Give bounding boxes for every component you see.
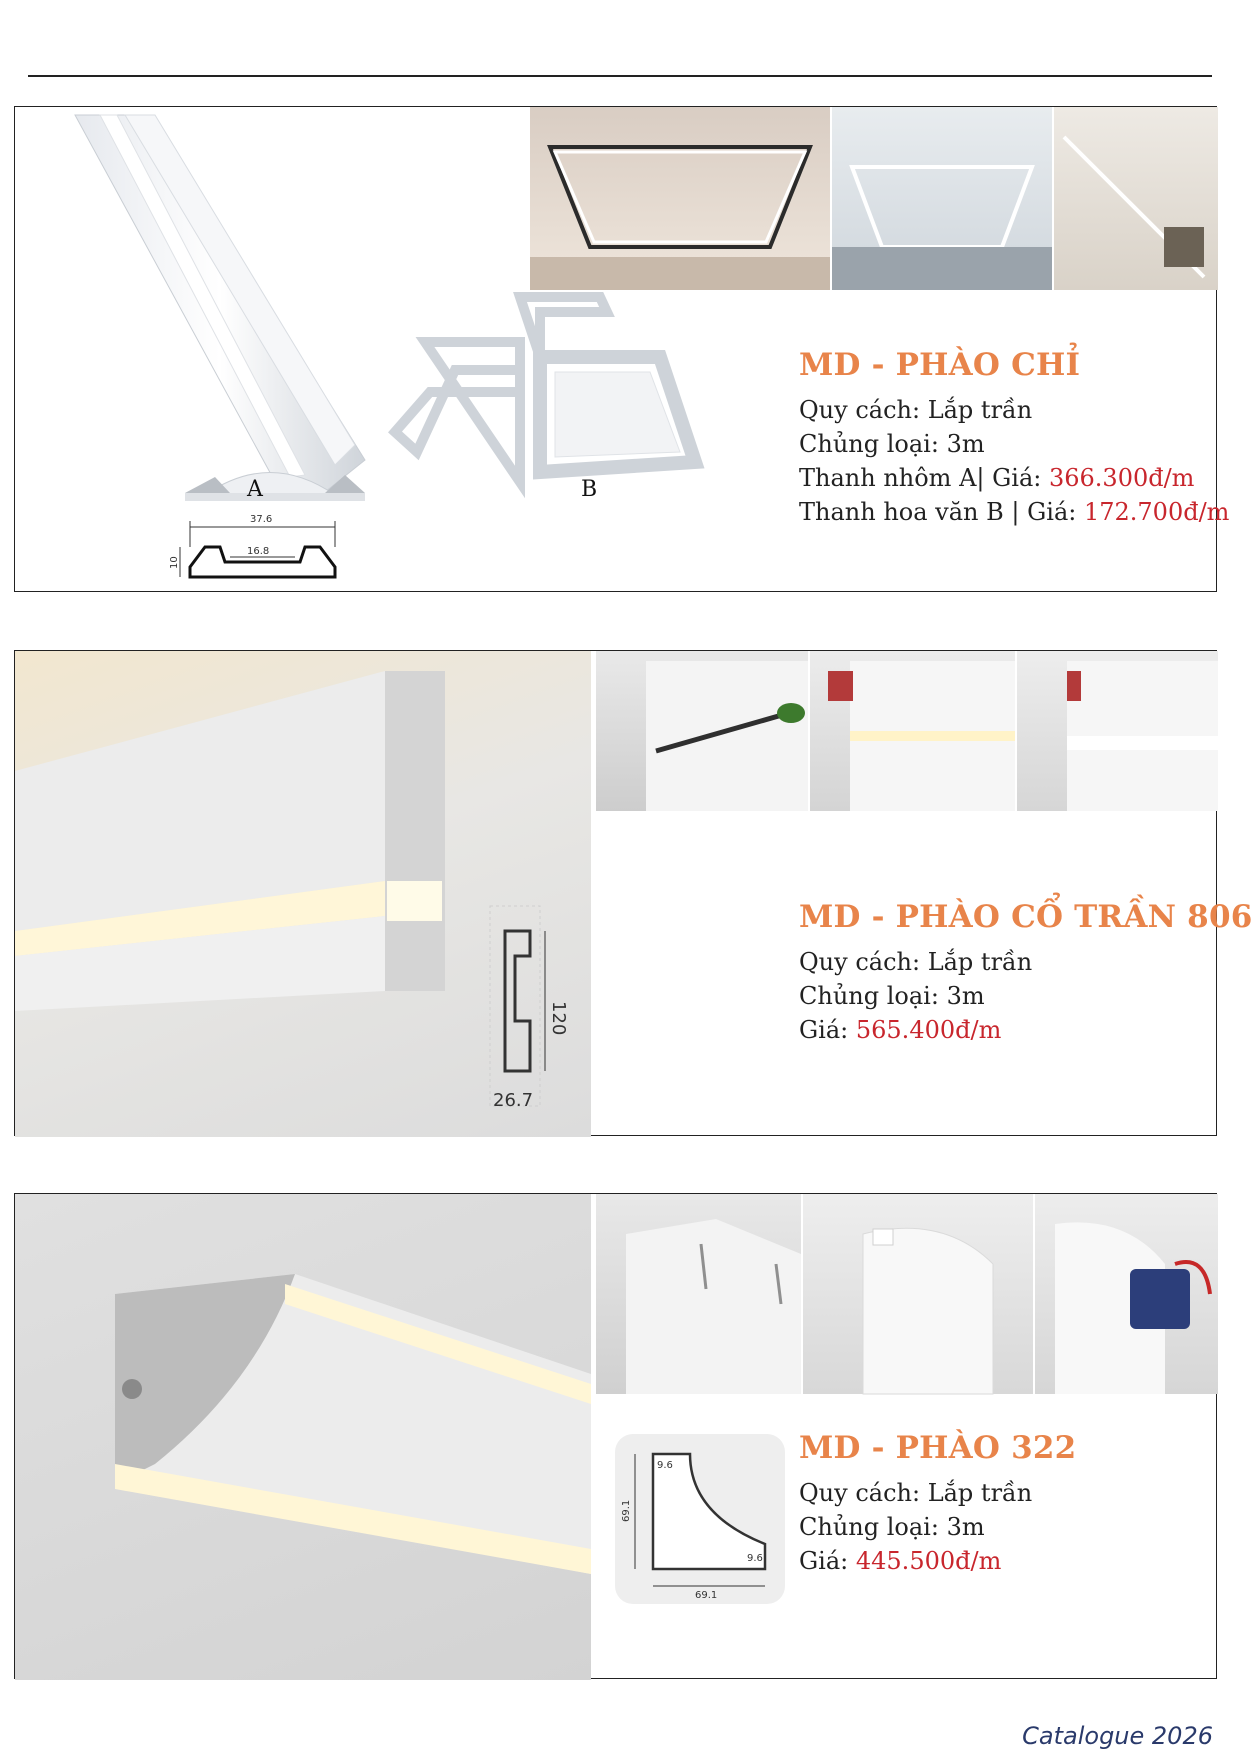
install-photo-2 [803, 1194, 1033, 1394]
spec-line: Quy cách: Lắp trần [799, 1479, 1033, 1507]
ceiling-photo-3 [1054, 107, 1218, 290]
label-a: A [247, 477, 263, 502]
dim-height-text: 10 [169, 556, 180, 569]
phao-322-main-photo [15, 1194, 591, 1680]
type-line: Chủng loại: 3m [799, 430, 985, 458]
profile-a-dimension-drawing [169, 507, 375, 587]
pattern-b-image [395, 292, 695, 487]
install-photo-3 [1017, 651, 1218, 811]
product-section-phao-chi [14, 106, 1230, 592]
product-section-phao-co-tran-806 [14, 650, 1253, 1136]
product-info-phao-322 [799, 1430, 1076, 1578]
product-info-phao-806 [799, 899, 1253, 1047]
product-title: MD - PHÀO CHỈ [799, 347, 1081, 383]
install-photo-1 [596, 651, 808, 811]
label-b: B [581, 477, 598, 502]
product-info-phao-chi [799, 347, 1229, 529]
dim-bottom-text: 69.1 [695, 1590, 718, 1601]
profile-a-image [55, 115, 375, 515]
spec-line: Quy cách: Lắp trần [799, 948, 1033, 976]
dim-width-text: 37.6 [250, 514, 273, 525]
product-section-phao-322 [14, 1193, 1217, 1679]
type-line: Chủng loại: 3m [799, 982, 985, 1010]
dim-side-text: 69.1 [621, 1499, 632, 1522]
dim-height-text: 120 [548, 1001, 569, 1036]
product-title: MD - PHÀO 322 [799, 1430, 1077, 1466]
ceiling-photo-1 [530, 107, 830, 290]
price-line-a: Thanh nhôm A| Giá: 366.300đ/m [799, 464, 1195, 492]
dim-width-text: 26.7 [493, 1090, 534, 1111]
price-line: Giá: 565.400đ/m [799, 1016, 1002, 1044]
dim-slot-bottom-text: 9.6 [747, 1553, 763, 1564]
spec-line: Quy cách: Lắp trần [799, 396, 1033, 424]
install-photo-2 [810, 651, 1015, 811]
product-title: MD - PHÀO CỔ TRẦN 806 [799, 899, 1253, 935]
phao-322-dimension-card [615, 1434, 785, 1604]
type-line: Chủng loại: 3m [799, 1513, 985, 1541]
phao-806-main-photo [15, 651, 591, 1137]
top-rule [28, 75, 1212, 77]
phao-806-dimension-drawing [485, 901, 585, 1121]
dim-inner-text: 16.8 [247, 546, 270, 557]
price-line: Giá: 445.500đ/m [799, 1547, 1002, 1575]
ceiling-photo-2 [832, 107, 1052, 290]
install-photo-1 [596, 1194, 801, 1394]
install-photo-3 [1035, 1194, 1218, 1394]
footer-catalogue: Catalogue 2026 [1022, 1722, 1213, 1750]
price-line-b: Thanh hoa văn B | Giá: 172.700đ/m [799, 498, 1230, 526]
dim-slot-top-text: 9.6 [657, 1460, 673, 1471]
